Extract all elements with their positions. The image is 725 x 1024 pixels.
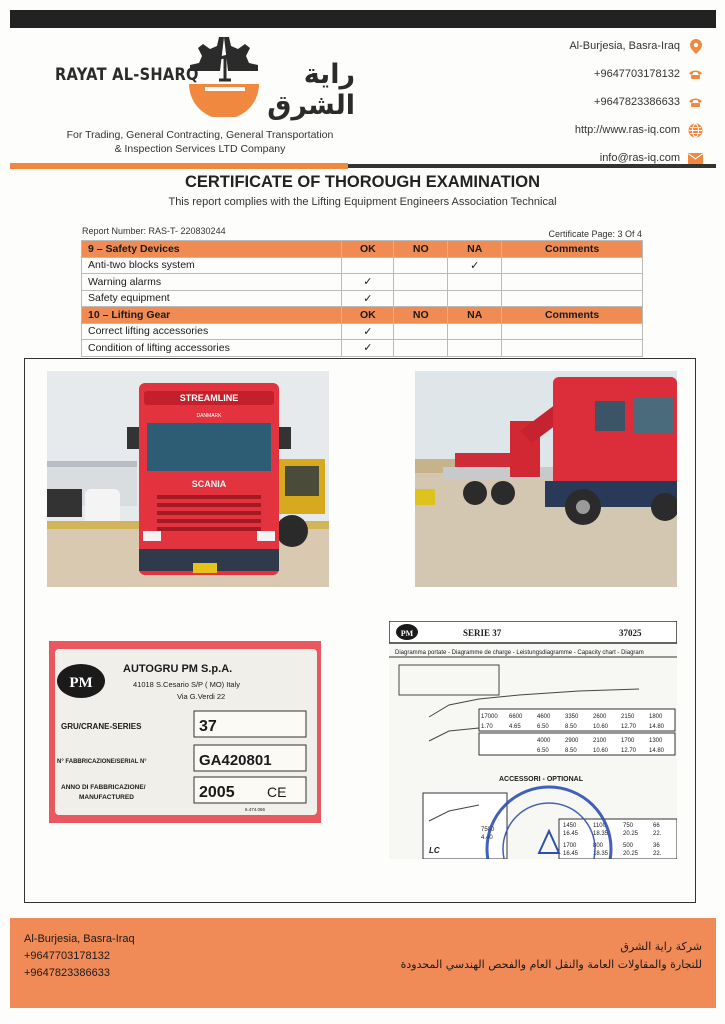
plate-year-value: 2005 xyxy=(199,784,235,801)
header-rule-dark xyxy=(348,164,716,168)
chart-cell: 17000 xyxy=(481,714,498,720)
plate-serial-label: N° FABBRICAZIONE/SERIAL N° xyxy=(57,759,147,765)
cell-na xyxy=(448,340,502,357)
footer-arabic-line-1: شركة راية الشرق xyxy=(620,940,702,953)
contact-address xyxy=(569,32,703,60)
col-ok: OK xyxy=(342,307,394,324)
truck-plate-text: DANMARK xyxy=(196,413,222,419)
chart-cell: 3350 xyxy=(565,714,579,720)
table-row xyxy=(82,274,643,291)
chart-cell: 2600 xyxy=(593,714,607,720)
footer xyxy=(10,918,716,1008)
col-na: NA xyxy=(448,241,502,258)
company-tagline xyxy=(55,128,345,156)
chart-cell: 12.70 xyxy=(621,748,637,754)
certificate-page: Certificate Page: 3 Of 4 xyxy=(548,229,642,239)
cell-comments xyxy=(502,290,643,307)
header-rule-orange xyxy=(10,163,348,169)
cell-ok: ✓ xyxy=(342,323,394,340)
chart-cell: 16.45 xyxy=(563,851,579,857)
cell-comments xyxy=(502,340,643,357)
plate-logo-text: PM xyxy=(69,675,93,691)
capacity-chart-photo xyxy=(389,621,677,859)
chart-cell: 10.60 xyxy=(593,724,609,730)
contact-phone-1[interactable] xyxy=(569,60,703,88)
contact-address-text: Al-Burjesia, Basra-Iraq xyxy=(569,40,680,52)
chart-cell: 20.25 xyxy=(623,851,639,857)
cell-na xyxy=(448,274,502,291)
truck-brand-text: SCANIA xyxy=(191,479,227,489)
chart-cell: 18.35 xyxy=(593,851,609,857)
chart-cell: 8.50 xyxy=(565,724,577,730)
plate-ce-mark: CE xyxy=(267,784,287,800)
logo-text-en: RAYAT AL-SHARQ xyxy=(55,65,199,85)
cell-ok: ✓ xyxy=(342,340,394,357)
company-logo xyxy=(55,35,355,125)
chart-cell: 66 xyxy=(653,823,660,829)
chart-cell: 7500 xyxy=(481,827,495,833)
cell-na xyxy=(448,323,502,340)
table-row xyxy=(82,340,643,357)
chart-cell: 1100 xyxy=(593,823,606,829)
chart-cell: 1800 xyxy=(649,714,663,720)
chart-cell: 4.65 xyxy=(509,724,521,730)
section-header-safety-devices xyxy=(82,241,643,258)
cell-ok xyxy=(342,257,394,274)
certificate-subtitle: This report complies with the Lifting Equipment Engineers Association Technical xyxy=(168,196,557,208)
chart-cell: 750 xyxy=(623,823,634,829)
footer-phone-2: +9647823386633 xyxy=(24,967,110,979)
table-row xyxy=(82,257,643,274)
cell-na xyxy=(448,290,502,307)
cell-no xyxy=(394,257,448,274)
tagline-line-2: & Inspection Services LTD Company xyxy=(114,143,286,155)
cell-comments xyxy=(502,323,643,340)
tagline-line-1: For Trading, General Contracting, General Transportation xyxy=(66,129,334,141)
globe-icon xyxy=(688,123,703,138)
phone-icon xyxy=(688,95,703,110)
chart-cell: 1700 xyxy=(621,738,635,744)
plate-address-1: 41018 S.Cesario S/P ( MO) Italy xyxy=(133,680,240,689)
truck-side-photo xyxy=(415,371,677,587)
crane-plate-photo xyxy=(49,641,321,823)
footer-contacts xyxy=(24,931,135,982)
truck-visor-text: STREAMLINE xyxy=(179,393,239,403)
chart-cell: 2150 xyxy=(621,714,635,720)
chart-lc: LC xyxy=(429,846,440,855)
plate-manufacturer: AUTOGRU PM S.p.A. xyxy=(123,663,233,675)
certificate-title: CERTIFICATE OF THOROUGH EXAMINATION xyxy=(184,173,541,191)
item-label: Condition of lifting accessories xyxy=(82,340,342,357)
table-row xyxy=(82,290,643,307)
chart-cell: 2900 xyxy=(565,738,579,744)
chart-cell: 18.35 xyxy=(593,831,609,837)
chart-cell: 14.80 xyxy=(649,748,665,754)
chart-cell: 22. xyxy=(653,851,662,857)
col-comments: Comments xyxy=(502,241,643,258)
chart-cell: 16.45 xyxy=(563,831,579,837)
chart-series: SERIE 37 xyxy=(463,628,502,638)
chart-cell: 2100 xyxy=(593,738,607,744)
chart-cell: 12.70 xyxy=(621,724,637,730)
chart-cell: 4.40 xyxy=(481,835,493,841)
table-row xyxy=(82,323,643,340)
section-title: 9 – Safety Devices xyxy=(82,241,342,258)
cell-ok: ✓ xyxy=(342,290,394,307)
chart-cell: 1700 xyxy=(563,843,577,849)
footer-phone-1: +9647703178132 xyxy=(24,950,110,962)
section-title: 10 – Lifting Gear xyxy=(82,307,342,324)
chart-model: 37025 xyxy=(619,628,642,638)
contact-list xyxy=(569,32,703,172)
plate-year-label-2: MANUFACTURED xyxy=(79,794,134,801)
col-no: NO xyxy=(394,241,448,258)
col-ok: OK xyxy=(342,241,394,258)
chart-cell: 10.60 xyxy=(593,748,609,754)
chart-cell: 20.25 xyxy=(623,831,639,837)
chart-cell: 4600 xyxy=(537,714,551,720)
item-label: Warning alarms xyxy=(82,274,342,291)
footer-arabic-line-2: للتجارة والمقاولات العامة والنقل العام والفحص الهندسي المحدودة xyxy=(400,958,702,971)
inspection-table xyxy=(81,240,643,357)
chart-cell: 6600 xyxy=(509,714,523,720)
item-label: Anti-two blocks system xyxy=(82,257,342,274)
chart-cell: 4000 xyxy=(537,738,551,744)
chart-cell: 22. xyxy=(653,831,662,837)
cell-na: ✓ xyxy=(448,257,502,274)
plate-address-2: Via G.Verdi 22 xyxy=(177,692,226,701)
chart-cell: 800 xyxy=(593,843,604,849)
chart-cell: 6.50 xyxy=(537,748,549,754)
plate-year-label-1: ANNO DI FABBRICAZIONE/ xyxy=(61,784,146,791)
item-label: Correct lifting accessories xyxy=(82,323,342,340)
contact-phone-2[interactable] xyxy=(569,88,703,116)
cell-no xyxy=(394,290,448,307)
plate-serial-value: GA420801 xyxy=(199,752,272,769)
cell-ok: ✓ xyxy=(342,274,394,291)
location-pin-icon xyxy=(688,39,703,54)
item-label: Safety equipment xyxy=(82,290,342,307)
chart-cell: 1.70 xyxy=(481,724,493,730)
cell-no xyxy=(394,340,448,357)
col-comments: Comments xyxy=(502,307,643,324)
contact-phone-1-text: +9647703178132 xyxy=(594,68,680,80)
photo-frame xyxy=(24,358,696,903)
contact-website-text: http://www.ras-iq.com xyxy=(574,124,680,136)
cell-comments xyxy=(502,257,643,274)
chart-cell: 1300 xyxy=(649,738,663,744)
chart-cell: 6.50 xyxy=(537,724,549,730)
truck-front-photo xyxy=(47,371,329,587)
col-na: NA xyxy=(448,307,502,324)
report-number: Report Number: RAS-T- 220830244 xyxy=(82,226,226,236)
chart-cell: 8.50 xyxy=(565,748,577,754)
plate-code: 6.474.066 xyxy=(245,807,266,812)
cell-comments xyxy=(502,274,643,291)
chart-diagram-title: Diagramma portate - Diagramme de charge - Leistungsdiagramme - Capacity chart - Diagram xyxy=(395,650,644,656)
cell-no xyxy=(394,274,448,291)
footer-arabic xyxy=(401,938,702,974)
chart-accessories: ACCESSORI - OPTIONAL xyxy=(499,776,584,783)
footer-address: Al-Burjesia, Basra-Iraq xyxy=(24,933,135,945)
chart-cell: 1450 xyxy=(563,823,577,829)
chart-cell: 14.80 xyxy=(649,724,665,730)
cell-no xyxy=(394,323,448,340)
contact-website[interactable] xyxy=(569,116,703,144)
plate-series-value: 37 xyxy=(199,718,217,735)
chart-logo-text: PM xyxy=(400,629,414,638)
contact-phone-2-text: +9647823386633 xyxy=(594,96,680,108)
col-no: NO xyxy=(394,307,448,324)
contact-email-text: info@ras-iq.com xyxy=(599,152,680,164)
phone-icon xyxy=(688,67,703,82)
chart-cell: 36 xyxy=(653,843,660,849)
logo-text-ar: راية الشرق xyxy=(267,59,355,121)
section-header-lifting-gear xyxy=(82,307,643,324)
plate-series-label: GRU/CRANE-SERIES xyxy=(61,722,142,731)
top-band xyxy=(10,10,716,28)
chart-cell: 500 xyxy=(623,843,634,849)
